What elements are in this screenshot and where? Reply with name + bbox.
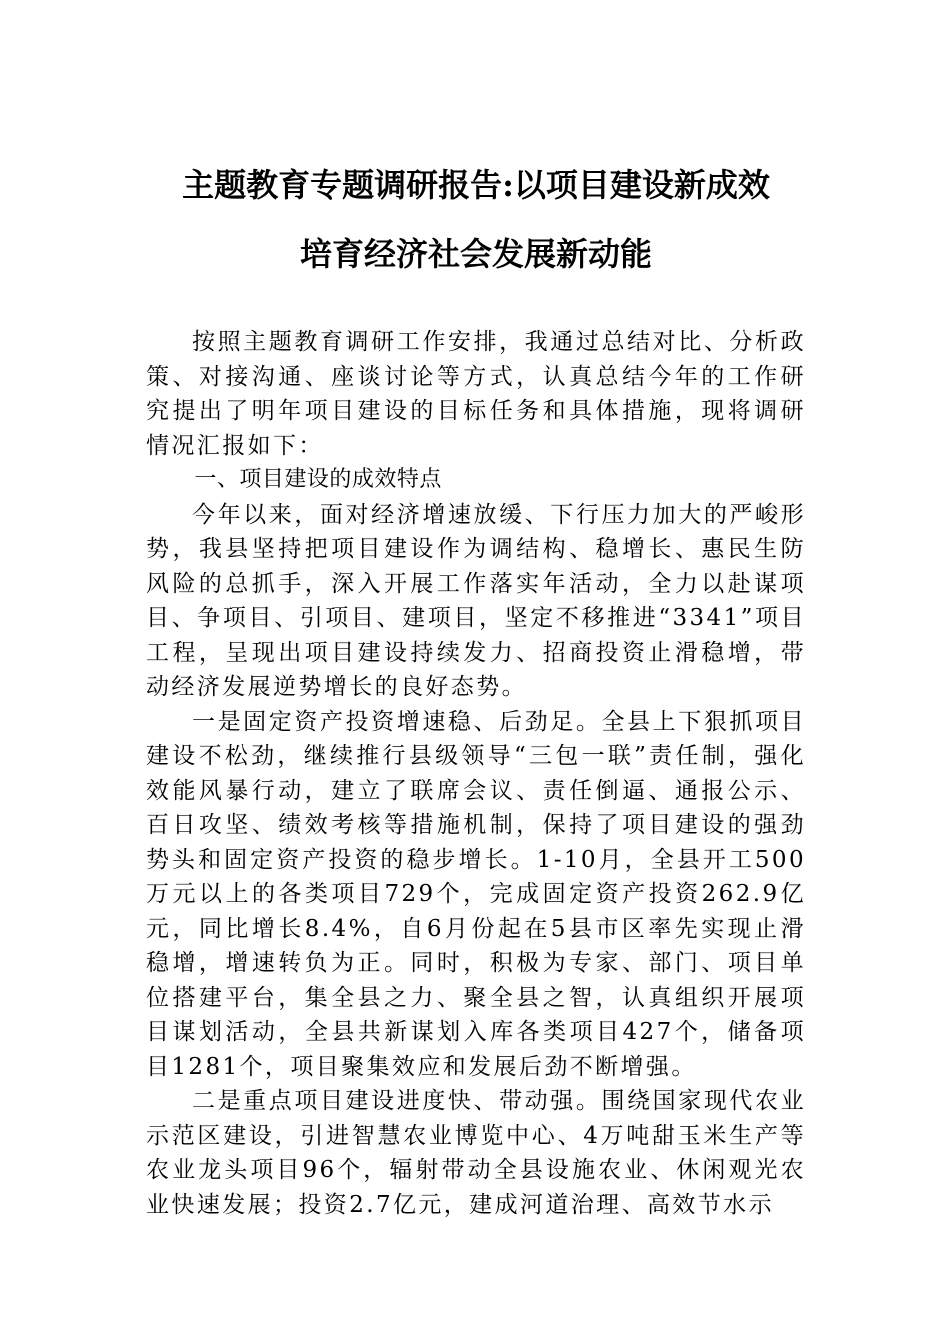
document-title-line-1: 主题教育专题调研报告:以项目建设新成效 xyxy=(182,166,770,204)
document-title-line-2: 培育经济社会发展新动能 xyxy=(299,235,652,273)
intro-paragraph: 按照主题教育调研工作安排，我通过总结对比、分析政策、对接沟通、座谈讨论等方式，认真总结今年的工作研究提出了明年项目建设的目标任务和具体措施，现将调研情况汇报如下： xyxy=(146,329,806,459)
document-body xyxy=(146,325,806,1222)
body-paragraph: 今年以来，面对经济增速放缓、下行压力加大的严峻形势，我县坚持把项目建设作为调结构、稳增长、惠民生防风险的总抓手，深入开展工作落实年活动，全力以赴谋项目、争项目、引项目、建项目，坚定不移推进“3341”项目工程，呈现出项目建设持续发力、招商投资止滑稳增，带动经济发展逆势增长的良好态势。 xyxy=(146,501,806,700)
body-paragraph: 一是固定资产投资增速稳、后劲足。全县上下狠抓项目建设不松劲，继续推行县级领导“三包一联”责任制，强化效能风暴行动，建立了联席会议、责任倒逼、通报公示、百日攻坚、绩效考核等措施机制，保持了项目建设的强劲势头和固定资产投资的稳步增长。1-10月，全县开工500万元以上的各类项目729个，完成固定资产投资262.9亿元，同比增长8.4%，自6月份起在5县市区率先实现止滑稳增，增速转负为正。同时，积极为专家、部门、项目单位搭建平台，集全县之力、聚全县之智，认真组织开展项目谋划活动，全县共新谋划入库各类项目427个，储备项目1281个，项目聚集效应和发展后劲不断增强。 xyxy=(146,708,806,1080)
body-paragraph: 二是重点项目建设进度快、带动强。围绕国家现代农业示范区建设，引进智慧农业博览中心、4万吨甜玉米生产等农业龙头项目96个，辐射带动全县设施农业、休闲观光农业快速发展；投资2.7亿元，建成河道治理、高效节水示 xyxy=(146,1088,806,1218)
section-heading: 一、项目建设的成效特点 xyxy=(194,467,442,492)
